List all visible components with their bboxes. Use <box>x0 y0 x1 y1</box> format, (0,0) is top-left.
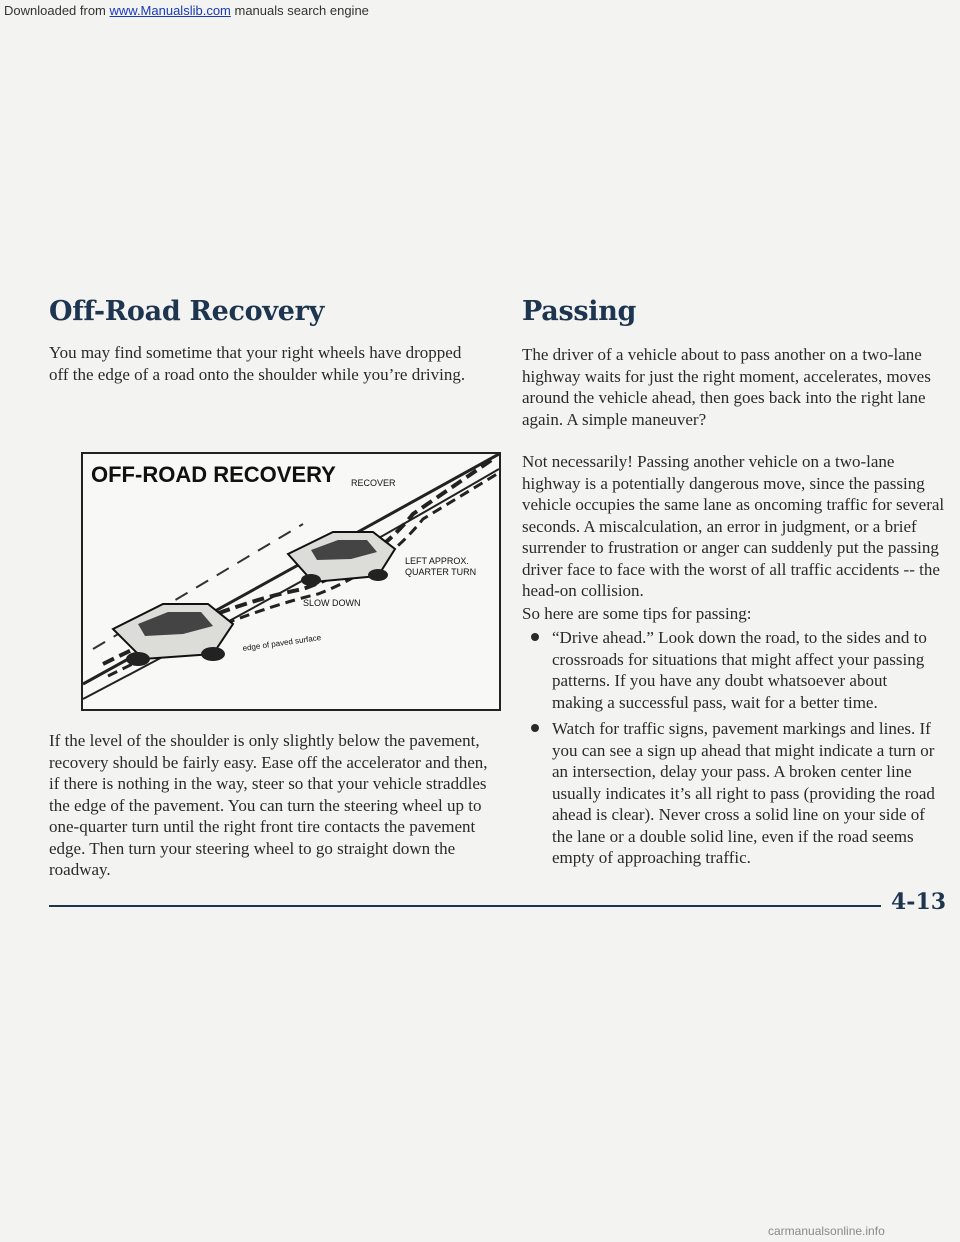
footer-rule <box>49 905 881 907</box>
manualslib-link[interactable]: www.Manualslib.com <box>109 3 231 18</box>
label-edge: edge of paved surface <box>242 633 322 653</box>
header-suffix: manuals search engine <box>230 3 369 18</box>
watermark: carmanualsonline.info <box>768 1224 885 1238</box>
label-slow-down: SLOW DOWN <box>303 598 361 608</box>
bullet-text: “Drive ahead.” Look down the road, to the sides and to crossroads for situations that might affect your passing patterns. If you have any doubt whatsoever about making a successful pass, wait for a better time. <box>552 628 927 712</box>
off-road-intro: You may find sometime that your right wheels have dropped off the edge of a road onto the shoulder while you’re driving. <box>49 343 466 384</box>
label-turn-1: LEFT APPROX. <box>405 556 469 566</box>
bullet-dot-icon <box>531 724 539 732</box>
passing-para-3: So here are some tips for passing: <box>522 604 752 623</box>
off-road-recovery-heading: Off-Road Recovery <box>49 296 324 327</box>
off-road-body: If the level of the shoulder is only slightly below the pavement, recovery should be fairly easy. Ease off the accelerator and then, if there is nothing in the way, steer so that your vehicle straddles the edge of the pavement. You can turn the steering wheel up to one-quarter turn until the right front tire contacts the pavement edge. Then turn your steering wheel to go straight down the roadway. <box>49 731 488 879</box>
passing-para-2: Not necessarily! Passing another vehicle on a two-lane highway is a potentially dangerous move, since the passing vehicle occupies the same lane as oncoming traffic for several seconds. A miscalculation, an error in judgment, or a brief surrender to frustration or anger can suddenly put the passing driver face to face with the worst of all traffic accidents -- the head-on collision. <box>522 452 945 600</box>
bullet-text: Watch for traffic signs, pavement markings and lines. If you can see a sign up ahead that might indicate a turn or an intersection, delay your pass. A broken center line usually indicates it’s all right to pass (providing the road ahead is clear). Never cross a solid line on your side of the lane or a double solid line, even if the road seems empty of approaching traffic. <box>552 719 935 867</box>
car-shape <box>288 532 395 586</box>
label-recover: RECOVER <box>351 478 396 488</box>
bullet-dot-icon <box>531 633 539 641</box>
off-road-recovery-figure <box>81 452 501 711</box>
page-number: 4-13 <box>891 889 947 915</box>
passing-para-1: The driver of a vehicle about to pass another on a two-lane highway waits for just the right moment, accelerates, moves around the vehicle ahead, then goes back into the right lane again. A simple maneuver? <box>522 345 931 429</box>
header-prefix: Downloaded from <box>4 3 110 18</box>
off-road-illustration <box>83 454 499 709</box>
car-shape <box>113 604 233 666</box>
label-turn-2: QUARTER TURN <box>405 567 477 577</box>
passing-heading: Passing <box>522 296 637 327</box>
figure-title: OFF-ROAD RECOVERY <box>91 462 336 487</box>
download-header <box>4 3 369 18</box>
